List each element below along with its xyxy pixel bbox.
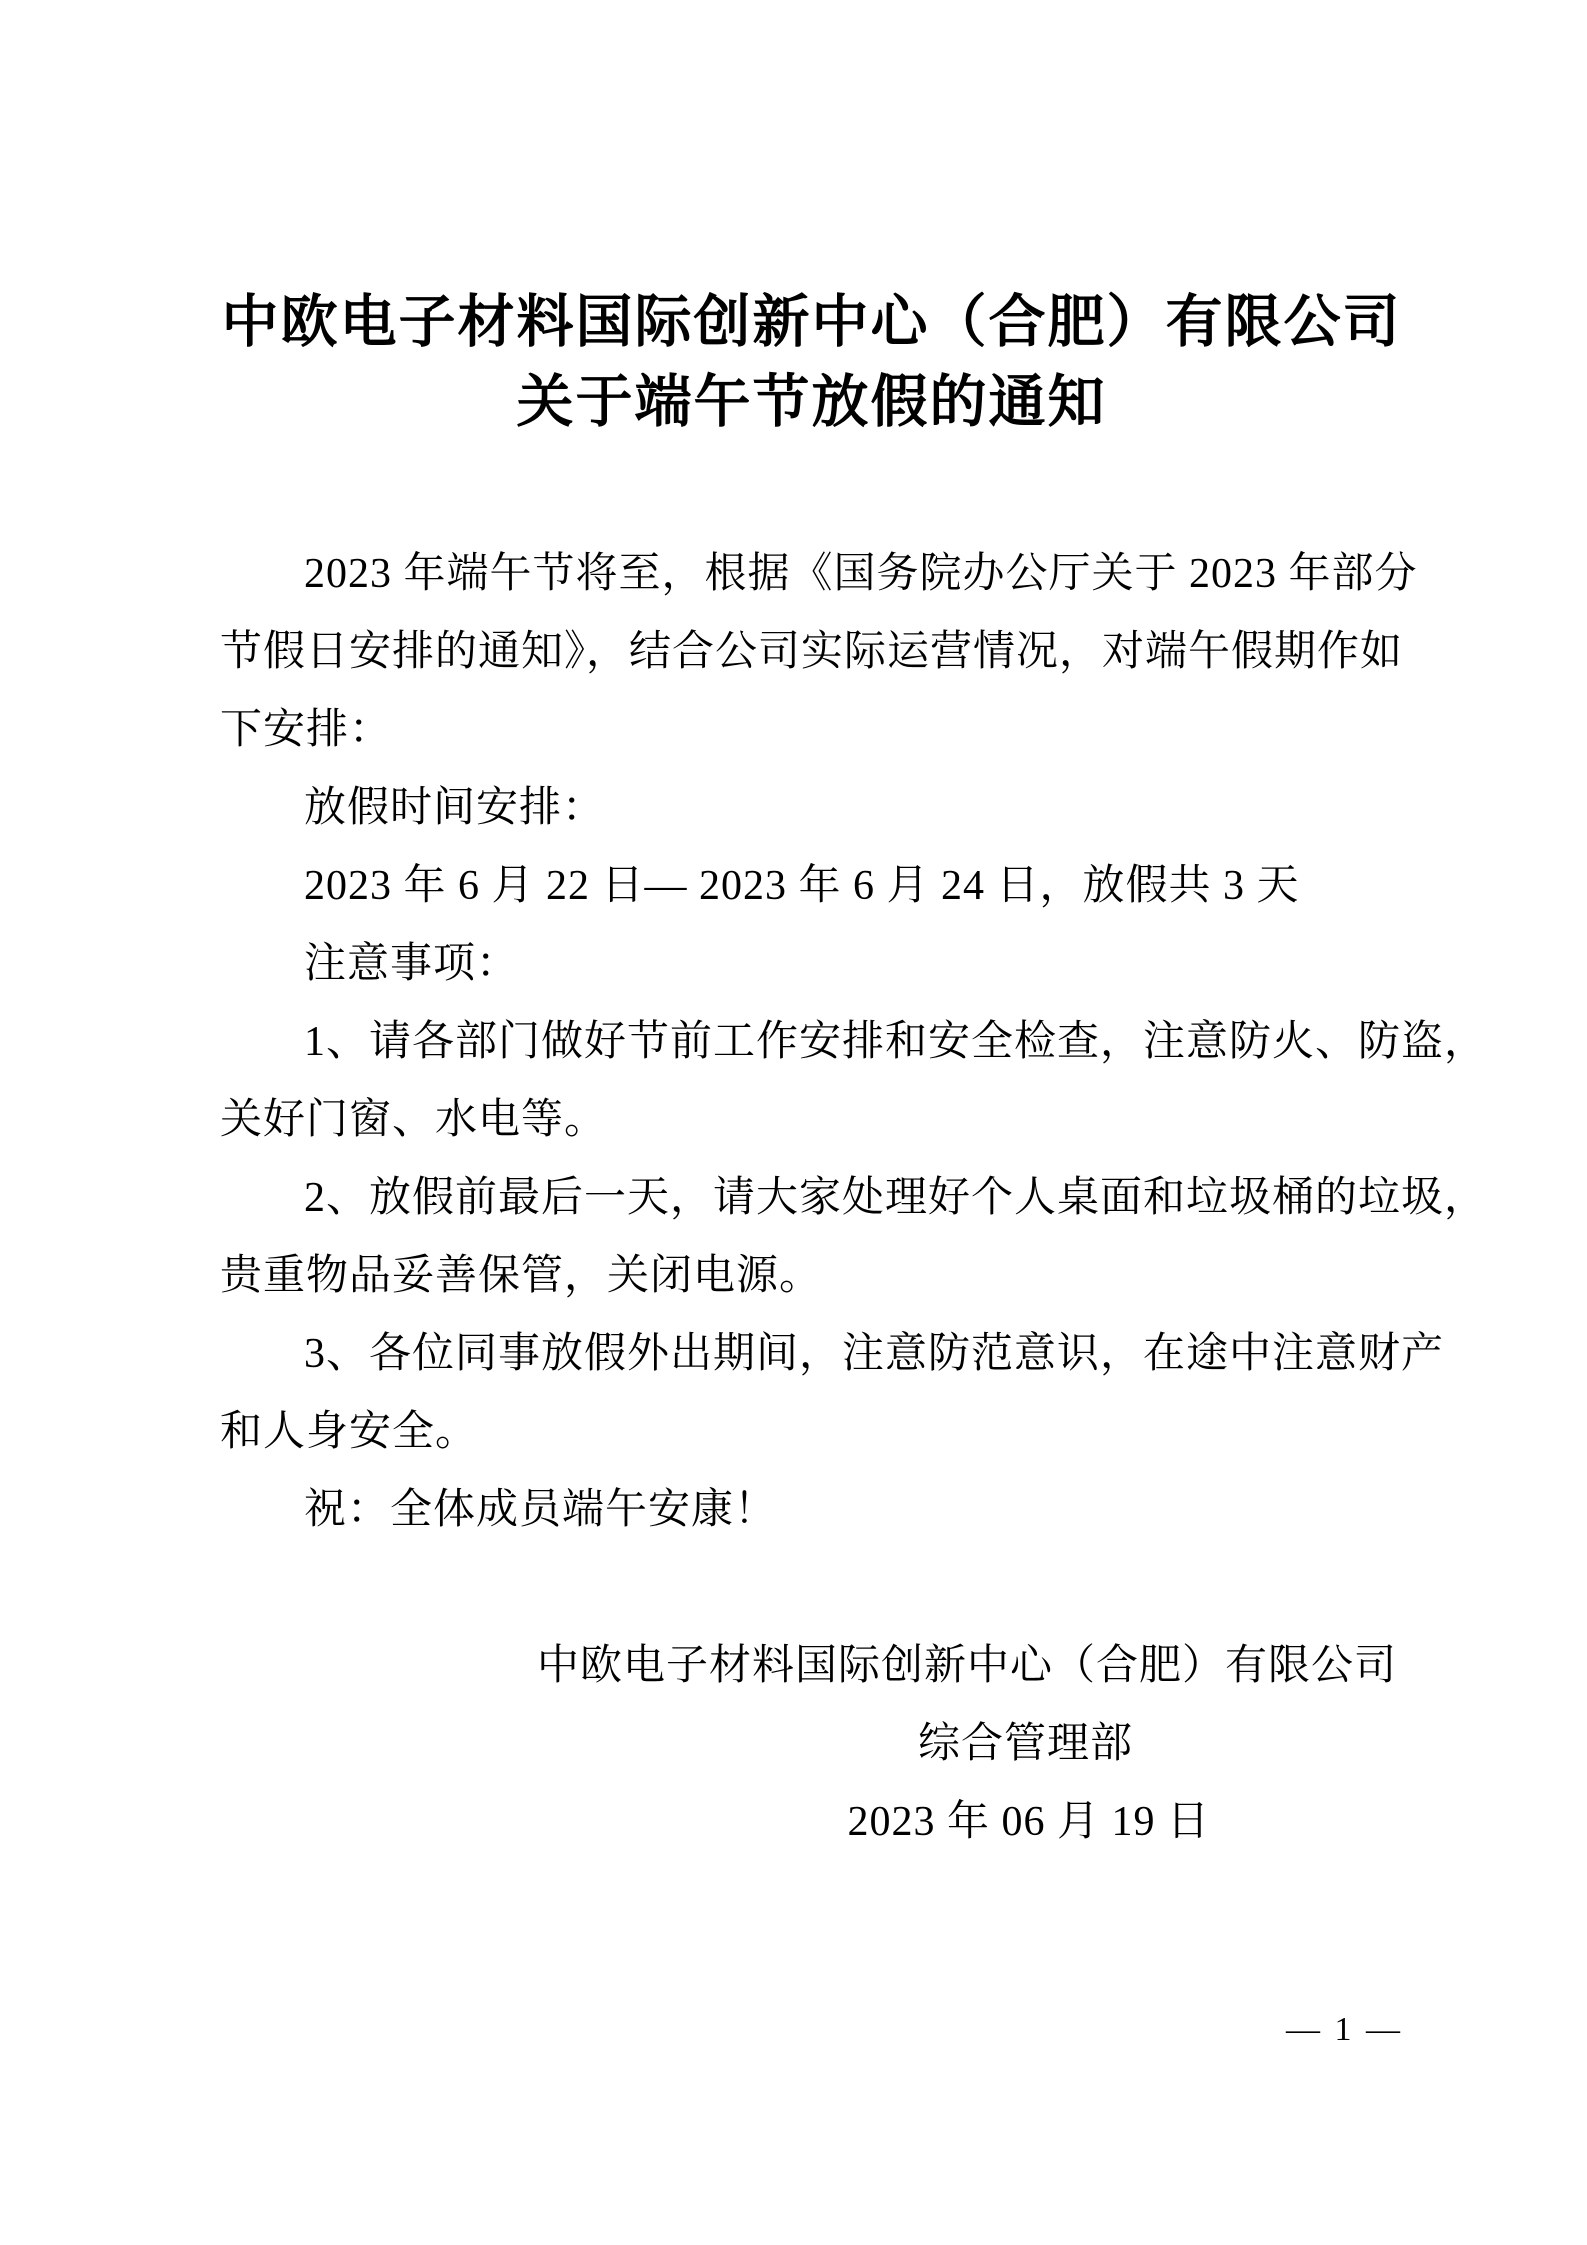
body-line: 节假日安排的通知》，结合公司实际运营情况，对端午假期作如 — [220, 629, 1404, 675]
body-line-note-1: 1、请各部门做好节前工作安排和安全检查，注意防火、防盗， — [304, 1019, 1488, 1065]
body-line-holiday-schedule-heading: 放假时间安排： — [304, 785, 606, 831]
body-line: 2023 年端午节将至，根据《国务院办公厅关于 2023 年部分 — [304, 551, 1418, 597]
body-line-note-3: 3、各位同事放假外出期间，注意防范意识，在途中注意财产 — [304, 1331, 1445, 1377]
body-line: 下安排： — [220, 707, 393, 753]
document-body — [220, 535, 1488, 1861]
body-line-notes-heading: 注意事项： — [304, 941, 520, 987]
body-line: 关好门窗、水电等。 — [220, 1097, 608, 1143]
signature-date: 2023 年 06 月 19 日 — [847, 1799, 1210, 1845]
document-title — [220, 283, 1403, 443]
body-line: 和人身安全。 — [220, 1409, 479, 1455]
signature-department: 综合管理部 — [917, 1721, 1133, 1767]
body-line-holiday-dates: 2023 年 6 月 22 日— 2023 年 6 月 24 日，放假共 3 天 — [304, 863, 1300, 909]
body-line: 贵重物品妥善保管，关闭电源。 — [220, 1253, 823, 1299]
page-number: — 1 — — [1286, 2011, 1403, 2048]
body-line-note-2: 2、放假前最后一天，请大家处理好个人桌面和垃圾桶的垃圾， — [304, 1175, 1488, 1221]
body-line-wishes: 祝：全体成员端午安康！ — [304, 1487, 778, 1533]
title-line-company: 中欧电子材料国际创新中心（合肥）有限公司 — [221, 291, 1402, 354]
title-line-subject: 关于端午节放假的通知 — [516, 371, 1107, 434]
signature-company: 中欧电子材料国际创新中心（合肥）有限公司 — [536, 1643, 1397, 1689]
